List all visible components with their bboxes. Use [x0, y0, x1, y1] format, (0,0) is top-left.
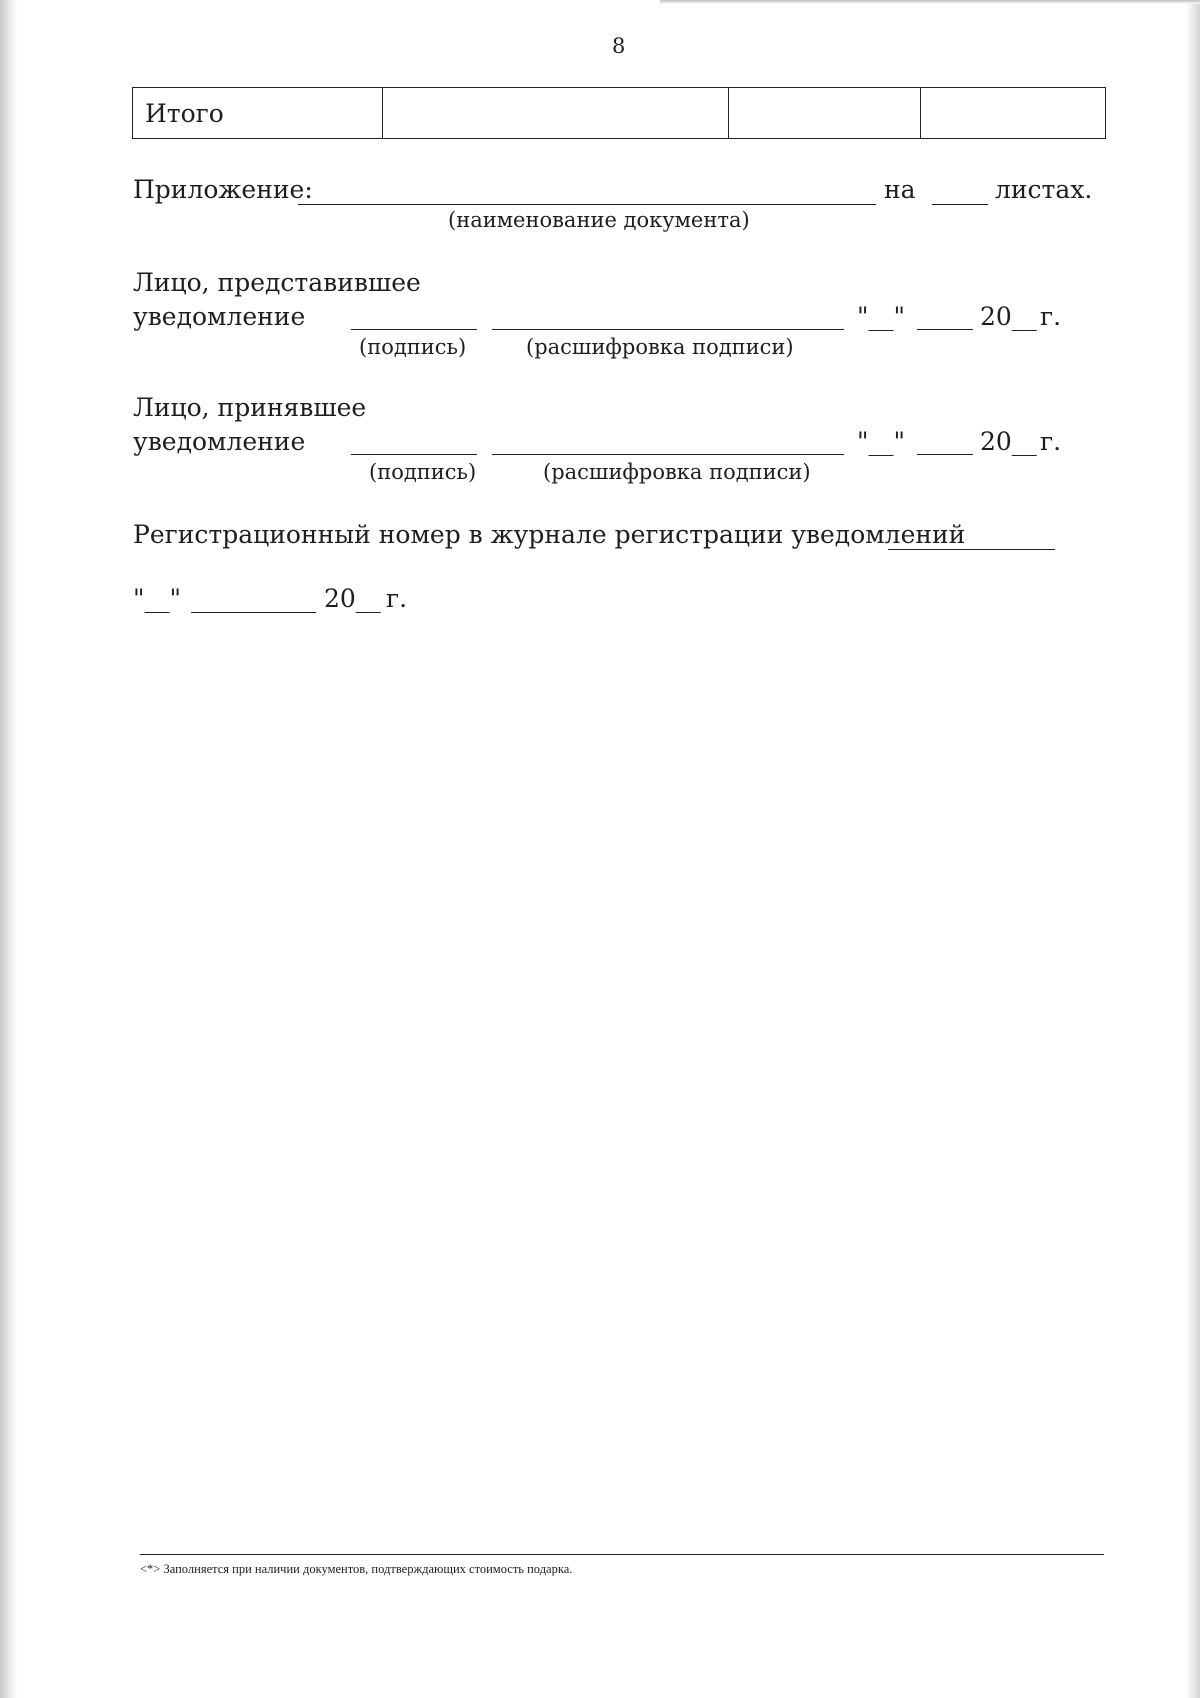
- accepted-year-suffix: г.: [1040, 427, 1062, 456]
- scan-shadow-top: [660, 0, 1200, 4]
- registration-month-blank: [191, 612, 316, 613]
- table-cell: [383, 88, 729, 139]
- accepted-by-line1: Лицо, принявшее: [133, 393, 367, 422]
- table-row: [133, 88, 1106, 139]
- submitted-decode-blank: [492, 329, 844, 330]
- registration-text: Регистрационный номер в журнале регистрации уведомлений: [133, 520, 966, 549]
- footnote-separator: [140, 1554, 1104, 1555]
- accepted-by-line2: уведомление: [133, 427, 306, 456]
- registration-year: 20__: [324, 584, 381, 613]
- footnote: <*> Заполняется при наличии документов, подтверждающих стоимость подарка.: [140, 1562, 573, 1576]
- registration-number-blank: [888, 549, 1055, 550]
- totals-label: Итого: [133, 88, 383, 139]
- attachment-name-blank: [298, 204, 876, 205]
- sheets-count-blank: [932, 204, 988, 205]
- registration-year-suffix: г.: [386, 584, 408, 613]
- submitted-year: 20__: [980, 302, 1037, 331]
- table-cell: [729, 88, 921, 139]
- scan-shadow-left: [0, 0, 18, 1698]
- totals-table: [132, 87, 1106, 139]
- attachment-caption: (наименование документа): [448, 208, 750, 232]
- submitted-signature-blank: [351, 329, 477, 330]
- attachment-on-word: на: [884, 175, 916, 204]
- submitted-month-blank: [917, 329, 973, 330]
- accepted-signature-caption: (подпись): [369, 460, 477, 484]
- registration-date-quotes: "__": [133, 584, 181, 613]
- submitted-decode-caption: (расшифровка подписи): [526, 335, 794, 359]
- table-cell: [921, 88, 1106, 139]
- submitted-by-line2: уведомление: [133, 302, 306, 331]
- page-number: 8: [612, 34, 626, 58]
- accepted-year: 20__: [980, 427, 1037, 456]
- scan-shadow-right: [1186, 0, 1200, 1698]
- submitted-signature-caption: (подпись): [359, 335, 467, 359]
- attachment-sheets-word: листах.: [995, 175, 1093, 204]
- accepted-decode-caption: (расшифровка подписи): [543, 460, 811, 484]
- attachment-label: Приложение:: [133, 175, 313, 204]
- submitted-date-quotes: "__": [857, 302, 905, 331]
- accepted-signature-blank: [351, 454, 477, 455]
- accepted-month-blank: [917, 454, 973, 455]
- accepted-decode-blank: [492, 454, 844, 455]
- accepted-date-quotes: "__": [857, 427, 905, 456]
- submitted-year-suffix: г.: [1040, 302, 1062, 331]
- submitted-by-line1: Лицо, представившее: [133, 268, 421, 297]
